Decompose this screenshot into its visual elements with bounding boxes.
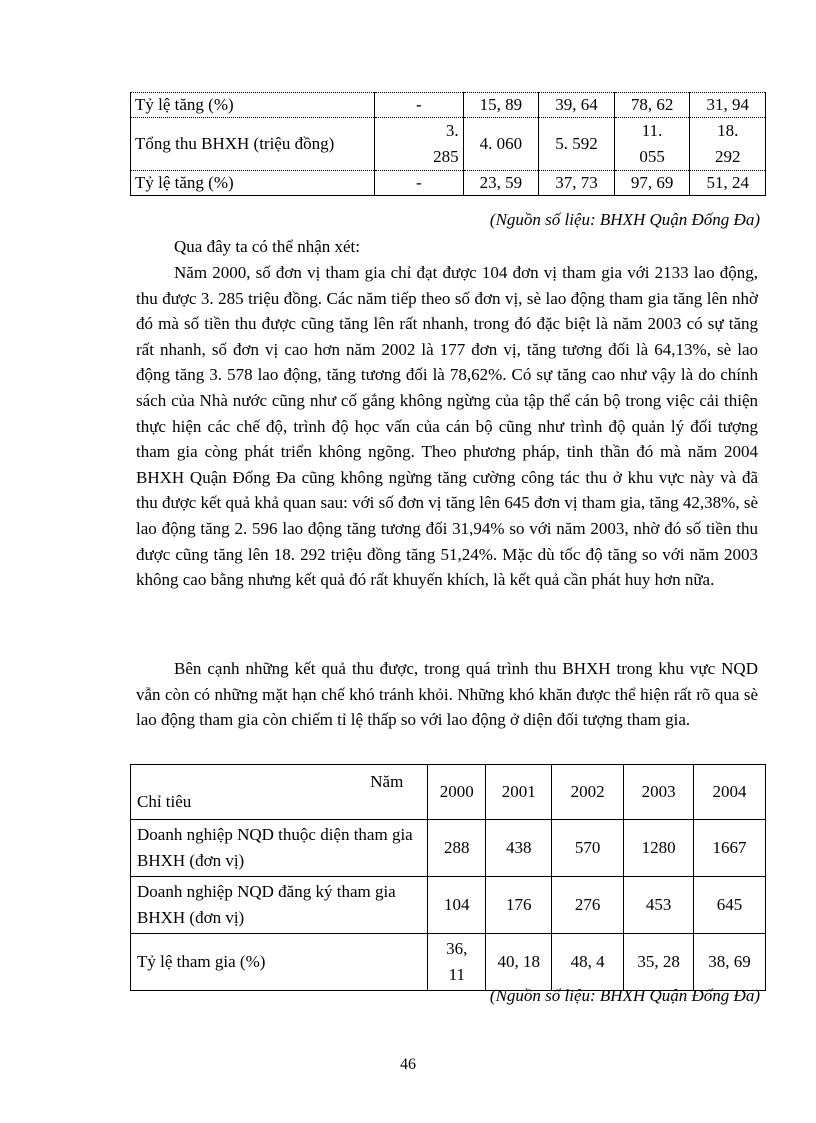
paragraph-text: Bên cạnh những kết quả thu được, trong quá trình thu BHXH trong khu vực NQD vẫn còn có những mặt hạn chế khó tránh khỏi. Những khó khăn được thể hiện rất rõ qua sè lao động tham gia còn chiếm tỉ lệ thấp so với lao động ở diện đối tượng tham gia. [136,659,758,730]
cell-line: 285 [433,147,459,166]
table-cell: 35, 28 [624,934,694,991]
table-cell: 97, 69 [614,171,690,196]
cell-line: 3. [445,121,459,140]
table-cell: 5. 592 [539,118,615,171]
table-row [131,171,766,196]
table-cell: 23, 59 [463,171,539,196]
cell-line: 36, [446,939,468,958]
header-year: 2001 [486,765,552,820]
cell-line: 11. [641,121,663,140]
table-cell: 276 [552,877,624,934]
table-cell: 38, 69 [694,934,766,991]
paragraph-text: Năm 2000, số đơn vị tham gia chỉ đạt được 104 đơn vị tham gia với 2133 lao động, thu được 3. 285 triệu đồng. Các năm tiếp theo số đơn vị, sè lao động tham gia tăng lên nhờ đó mà số tiền thu được cũng tăng lên rất nhanh, trong đó đặc biệt là năm 2003 có sự tăng rất nhanh, số đơn vị cao hơn năm 2002 là 177 đơn vị, tăng tương đối là 64,13%, sè lao động tăng 3. 578 lao động, tăng tương đối là 78,62%. Có sự tăng cao như vậy là do chính sách của Nhà nước cũng như cố gắng không ngừng của tập thể cán bộ trong việc cải thiện thực hiện các chế độ, trình độ học vấn của cán bộ cũng như trình độ quản lý đối tượng tham gia còng phát triển không ngõng. Theo phương pháp, tinh thần đó mà năm 2004 BHXH Quận Đống Đa cũng không ngừng tăng cường công tác thu ở khu vực này và đã thu được kết quả khả quan sau: với số đơn vị tăng lên 645 đơn vị tham gia, tăng 42,38%, sè lao động tăng 2. 596 lao động tăng tương đối 31,94% so với năm 2003, nhờ đó số tiền thu được cũng tăng lên 18. 292 triệu đồng tăng 51,24%. Mặc dù tốc độ tăng so với năm 2003 không cao bằng nhưng kết quả đó rất khuyến khích, là kết quả cần phát huy hơn nữa. [136,263,758,590]
header-year: 2000 [428,765,486,820]
table-cell: 176 [486,877,552,934]
table-cell: 104 [428,877,486,934]
table-cell: 48, 4 [552,934,624,991]
header-year: 2004 [694,765,766,820]
header-year: 2003 [624,765,694,820]
cell-line: 055 [639,147,665,166]
table-cell [428,934,486,991]
intro-paragraph [136,234,758,260]
table-cell: 51, 24 [690,171,766,196]
row-label: Doanh nghiệp NQD thuộc diện tham gia BHXH (đơn vị) [131,820,428,877]
table-row [131,820,766,877]
table-cell: 1280 [624,820,694,877]
row-label: Doanh nghiệp NQD đăng ký tham gia BHXH (đơn vị) [131,877,428,934]
table-cell: 288 [428,820,486,877]
header-corner-cell [131,765,428,820]
table-cell: 39, 64 [539,93,615,118]
row-label: Tỷ lệ tham gia (%) [131,934,428,991]
row-label: Tỷ lệ tăng (%) [131,93,375,118]
table-cell: 438 [486,820,552,877]
table-cell: 15, 89 [463,93,539,118]
table-cell: 645 [694,877,766,934]
cell-line: 11 [448,965,465,984]
table-row [131,934,766,991]
table-cell: 78, 62 [614,93,690,118]
cell-line: 292 [714,147,741,166]
table-row [131,93,766,118]
table-cell: 37, 73 [539,171,615,196]
table-cell [614,118,690,171]
header-year: 2002 [552,765,624,820]
source-note: (Nguồn số liệu: BHXH Quận Đống Đa) [489,986,760,1005]
page-number: 46 [400,1056,416,1073]
table-cell: - [375,171,464,196]
body-paragraph [136,260,758,593]
table-cell [375,118,464,171]
table-cell [690,118,766,171]
participation-table [130,764,766,991]
paragraph-text: Qua đây ta có thể nhận xét: [174,237,360,256]
table-cell: - [375,93,464,118]
row-label: Tổng thu BHXH (triệu đồng) [131,118,375,171]
table-header-row [131,765,766,820]
table-cell: 453 [624,877,694,934]
body-paragraph [136,656,758,733]
table-cell: 1667 [694,820,766,877]
table-cell: 31, 94 [690,93,766,118]
header-year-label: Năm [370,772,404,791]
table-cell: 570 [552,820,624,877]
header-criteria-label: Chỉ tiêu [137,792,192,811]
table-cell: 40, 18 [486,934,552,991]
row-label: Tỷ lệ tăng (%) [131,171,375,196]
table-row [131,118,766,171]
table-row [131,877,766,934]
source-note: (Nguồn số liệu: BHXH Quận Đống Đa) [489,210,760,229]
cell-line: 18. [717,121,739,140]
table-cell: 4. 060 [463,118,539,171]
revenue-table [130,92,766,196]
